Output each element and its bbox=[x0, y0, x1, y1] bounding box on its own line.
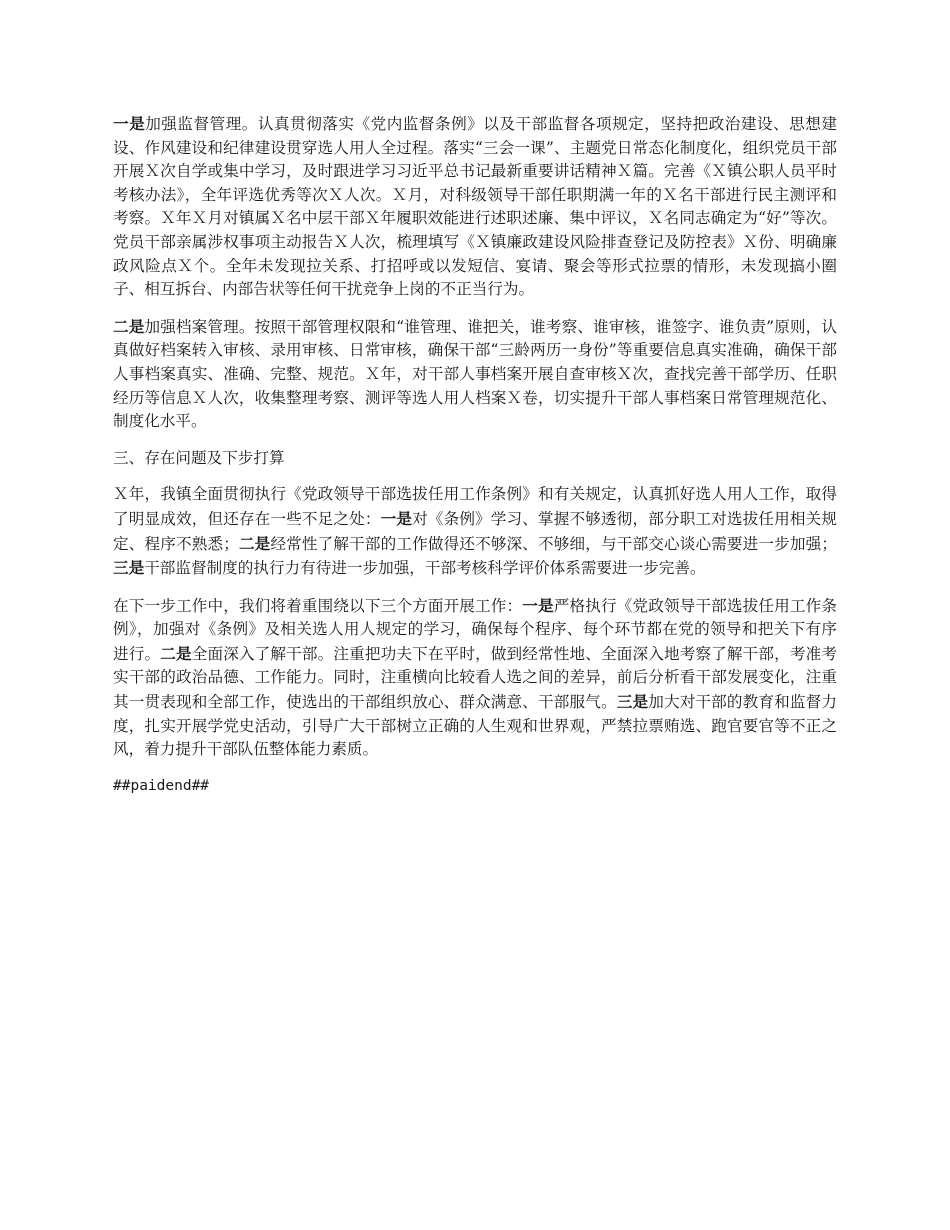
paragraph-next-steps bbox=[113, 594, 837, 762]
paragraph-lead: 一是 bbox=[522, 595, 554, 615]
paragraph-lead: 二是 bbox=[238, 533, 271, 553]
paragraph-lead: 一是 bbox=[380, 508, 413, 528]
paragraph-text: 干部监督制度的执行力有待进一步加强，干部考核科学评价体系需要进一步完善。 bbox=[144, 559, 706, 578]
paragraph-supervision bbox=[113, 112, 837, 302]
document-page bbox=[113, 112, 837, 811]
paragraph-lead: 二是 bbox=[113, 316, 145, 336]
paragraph-text: 严格执行《党政领导干部选拔任用工作条例》，加强对《条例》及相关选人用人规定的学习，确保每个程序、每个环节都在党的领导和把关下有序进行。 bbox=[113, 596, 837, 663]
paragraph-text: 全面深入了解干部。注重把功夫下在平时，做到经常性地、全面深入地考察了解干部，考准考实干部的政治品德、工作能力。同时，注重横向比较看人选之间的差异，前后分析看干部发展变化，注重其一贯表现和全部工作，使选出的干部组织放心、群众满意、干部服气。 bbox=[113, 644, 837, 712]
paragraph-text: 加大对干部的教育和监督力度，扎实开展学党史活动，引导广大干部树立正确的人生观和世界观，严禁拉票贿选、跑官要官等不正之风，着力提升干部队伍整体能力素质。 bbox=[113, 693, 837, 759]
paragraph-lead: 三是 bbox=[616, 692, 649, 712]
paragraph-archives bbox=[113, 315, 837, 434]
paragraph-text: Ｘ年，我镇全面贯彻执行《党政领导干部选拔任用工作条例》和有关规定，认真抓好选人用人工作，取得了明显成效，但还存在一些不足之处： bbox=[113, 485, 837, 528]
paragraph-text: 加强监督管理。认真贯彻落实《党内监督条例》以及干部监督各项规定，坚持把政治建设、思想建设、作风建设和纪律建设贯穿选人用人全过程。落实“三会一课”、主题党日常态化制度化，组织党员干部开展Ｘ次自学或集中学习，及时跟进学习习近平总书记最新重要讲话精神Ｘ篇。完善《Ｘ镇公职人员平时考核办法》，全年评选优秀等次Ｘ人次。Ｘ月，对科级领导干部任职期满一年的Ｘ名干部进行民主测评和考察。Ｘ年Ｘ月对镇属Ｘ名中层干部Ｘ年履职效能进行述职述廉、集中评议，Ｘ名同志确定为“好”等次。党员干部亲属涉权事项主动报告Ｘ人次，梳理填写《Ｘ镇廉政建设风险排查登记及防控表》Ｘ份、明确廉政风险点Ｘ个。全年未发现拉关系、打招呼或以发短信、宴请、聚会等形式拉票的情形，未发现搞小圈子、相互拆台、内部告状等任何干扰竞争上岗的不正当行为。 bbox=[113, 115, 837, 299]
paragraph-problems bbox=[113, 483, 837, 580]
paragraph-text: 经常性了解干部的工作做得还不够深、不够细，与干部交心谈心需要进一步加强； bbox=[270, 534, 837, 553]
paragraph-lead: 一是 bbox=[113, 114, 146, 133]
paragraph-lead: 二是 bbox=[160, 643, 192, 663]
paragraph-text: 对《条例》学习、掌握不够透彻，部分职工对选拔任用相关规定、程序不熟悉； bbox=[113, 509, 837, 553]
paragraph-lead: 三是 bbox=[113, 558, 145, 578]
paragraph-text: 在下一步工作中，我们将着重围绕以下三个方面开展工作： bbox=[113, 596, 523, 615]
section-heading: 三、存在问题及下步打算 bbox=[113, 448, 285, 467]
paragraph-text: 加强档案管理。按照干部管理权限和“谁管理、谁把关，谁考察、谁审核，谁签字、谁负责”原则，认真做好档案转入审核、录用审核、日常审核，确保干部“三龄两历一身份”等重要信息真实准确，确保干部人事档案真实、准确、完整、规范。Ｘ年，对干部人事档案开展自查审核Ｘ次，查找完善干部学历、任职经历等信息Ｘ人次，收集整理考察、测评等选人用人档案Ｘ卷，切实提升干部人事档案日常管理规范化、制度化水平。 bbox=[113, 317, 837, 431]
end-marker: ##paidend## bbox=[113, 777, 210, 794]
